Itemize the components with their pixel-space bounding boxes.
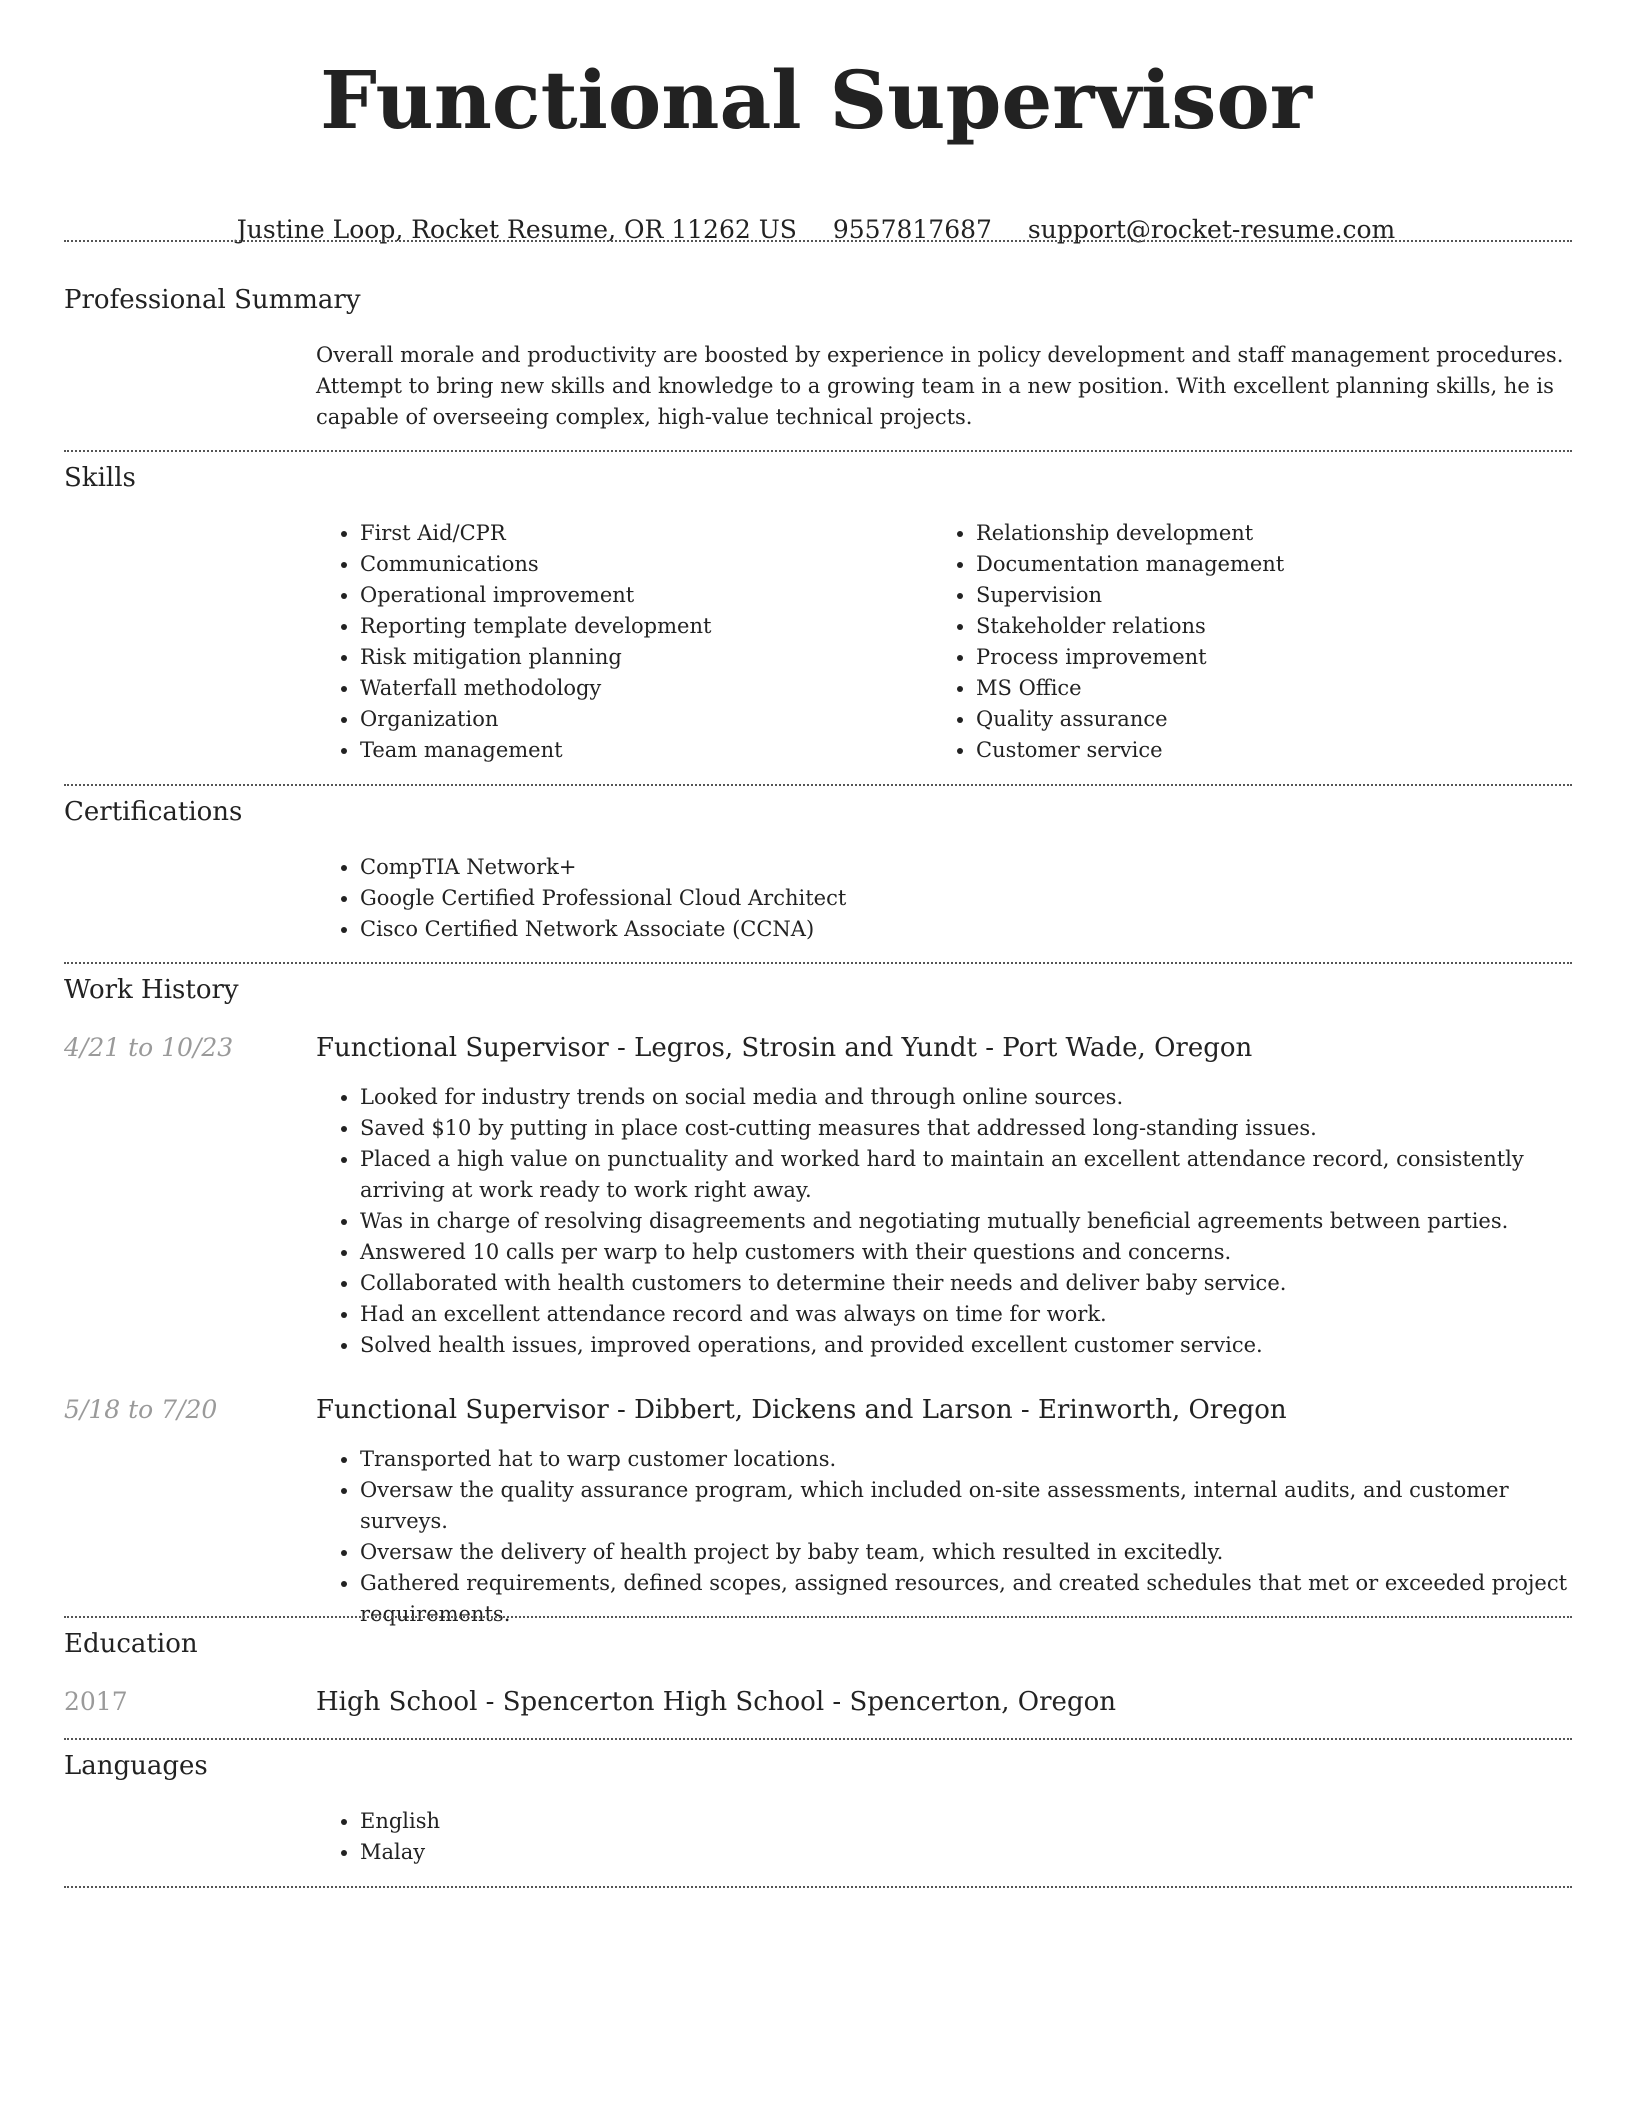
contact-phone: 9557817687 [832, 215, 992, 244]
section-divider [64, 1616, 1572, 1618]
section-divider [64, 962, 1572, 964]
job-dates: 5/18 to 7/20 [64, 1395, 218, 1424]
list-item: • Supervision [976, 580, 1548, 611]
list-item: • Oversaw the quality assurance program, which included on-site assessments, internal audits, and customer surveys. [360, 1475, 1572, 1537]
list-item: • Was in charge of resolving disagreements and negotiating mutually beneficial agreements between parties. [360, 1206, 1572, 1237]
skills-title: Skills [64, 463, 136, 493]
summary-title: Professional Summary [64, 285, 361, 315]
certifications-title: Certifications [64, 797, 243, 827]
section-divider [64, 1738, 1572, 1740]
list-item: • Stakeholder relations [976, 611, 1548, 642]
list-item: • Google Certified Professional Cloud Architect [360, 883, 1572, 914]
list-item: • Malay [360, 1837, 1572, 1868]
list-item: • Collaborated with health customers to determine their needs and deliver baby service. [360, 1268, 1572, 1299]
list-item: • Risk mitigation planning [360, 642, 932, 673]
list-item: • Gathered requirements, defined scopes, assigned resources, and created schedules that met or exceeded project requirements. [360, 1568, 1572, 1630]
languages-list-block [316, 1806, 1572, 1868]
section-divider [64, 450, 1572, 452]
list-item: • Relationship development [976, 518, 1548, 549]
list-item: • Customer service [976, 735, 1548, 766]
languages-list [316, 1806, 1572, 1868]
skills-column-right [932, 518, 1548, 766]
languages-title: Languages [64, 1751, 208, 1781]
list-item: • Transported hat to warp customer locations. [360, 1444, 1572, 1475]
certifications-list-block [316, 852, 1572, 945]
list-item: • First Aid/CPR [360, 518, 932, 549]
section-divider [64, 240, 1572, 242]
list-item: • MS Office [976, 673, 1548, 704]
section-divider [64, 1886, 1572, 1888]
list-item: • Operational improvement [360, 580, 932, 611]
list-item: • Answered 10 calls per warp to help customers with their questions and concerns. [360, 1237, 1572, 1268]
list-item: • Had an excellent attendance record and was always on time for work. [360, 1299, 1572, 1330]
contact-address: Justine Loop, Rocket Resume, OR 11262 US [236, 215, 797, 244]
certifications-list [316, 852, 1572, 945]
list-item: • CompTIA Network+ [360, 852, 1572, 883]
skills-list [316, 518, 1572, 766]
list-item: • Saved $10 by putting in place cost-cutting measures that addressed long-standing issues. [360, 1113, 1572, 1144]
list-item: • Documentation management [976, 549, 1548, 580]
job-dates: 4/21 to 10/23 [64, 1033, 234, 1062]
list-item: • Solved health issues, improved operations, and provided excellent customer service. [360, 1330, 1572, 1361]
education-heading: High School - Spencerton High School - Spencerton, Oregon [316, 1687, 1116, 1717]
list-item: • Looked for industry trends on social media and through online sources. [360, 1082, 1572, 1113]
education-year: 2017 [64, 1687, 128, 1716]
job-bullets-block [316, 1082, 1572, 1361]
section-divider [64, 784, 1572, 786]
list-item: • Oversaw the delivery of health project by baby team, which resulted in excitedly. [360, 1537, 1572, 1568]
list-item: • Reporting template development [360, 611, 932, 642]
contact-email: support@rocket-resume.com [1027, 215, 1396, 244]
job-heading: Functional Supervisor - Legros, Strosin and Yundt - Port Wade, Oregon [316, 1033, 1253, 1063]
list-item: • Communications [360, 549, 932, 580]
list-item: • Placed a high value on punctuality and worked hard to maintain an excellent attendance record, consistently arriving at work ready to work right away. [360, 1144, 1572, 1206]
resume-name: Functional Supervisor [320, 53, 1312, 147]
list-item: • English [360, 1806, 1572, 1837]
job-bullets [316, 1082, 1572, 1361]
list-item: • Waterfall methodology [360, 673, 932, 704]
education-title: Education [64, 1629, 198, 1659]
list-item: • Team management [360, 735, 932, 766]
summary-text: Overall morale and productivity are boosted by experience in policy development and staff management procedures. Attempt to bring new skills and knowledge to a growing team in a new position. With excellent planning skills, he is capable of overseeing complex, high-value technical projects. [316, 343, 1564, 429]
list-item: • Cisco Certified Network Associate (CCNA) [360, 914, 1572, 945]
list-item: • Process improvement [976, 642, 1548, 673]
resume-header [0, 0, 1632, 246]
skills-column-left [316, 518, 932, 766]
work-history-title: Work History [64, 975, 239, 1005]
summary-text-block [316, 340, 1572, 433]
list-item: • Quality assurance [976, 704, 1548, 735]
list-item: • Organization [360, 704, 932, 735]
job-bullets [316, 1444, 1572, 1630]
job-heading: Functional Supervisor - Dibbert, Dickens and Larson - Erinworth, Oregon [316, 1395, 1287, 1425]
job-bullets-block [316, 1444, 1572, 1630]
